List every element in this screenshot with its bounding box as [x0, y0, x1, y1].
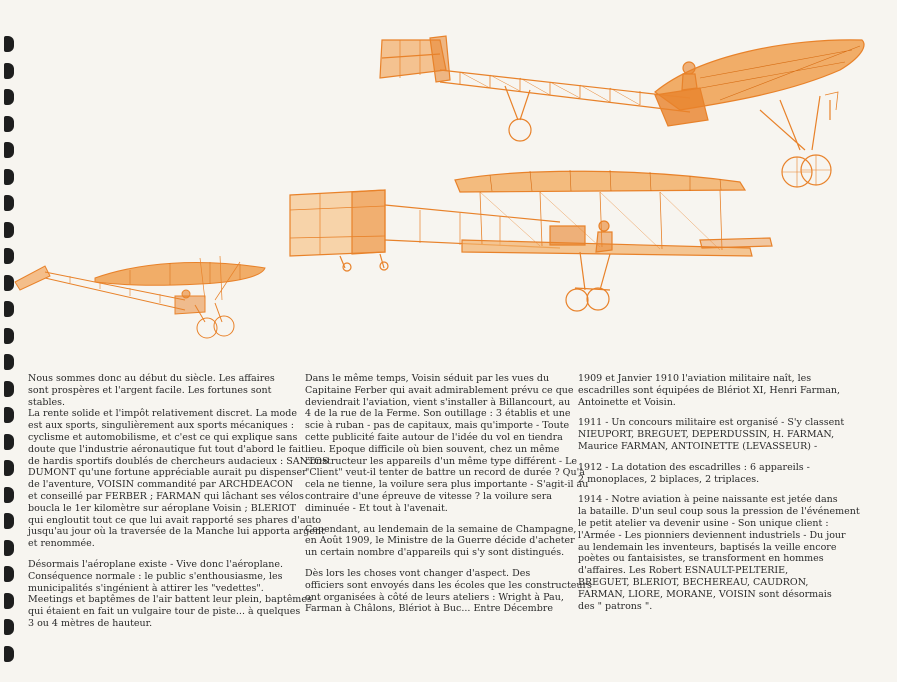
text-line: diminuée - Et tout à l'avenait.	[305, 502, 448, 514]
text-line: qui engloutit tout ce que lui avait rapporté ses phares d'auto	[28, 514, 322, 526]
binding-ring	[4, 619, 14, 635]
text-line: de hardis sportifs doublés de chercheurs audacieux : SANTOS	[28, 455, 329, 467]
binding-ring	[4, 434, 14, 450]
text-line: boucla le 1er kilomètre sur aéroplane Voisin ; BLERIOT	[28, 502, 296, 514]
text-line: Antoinette et Voisin.	[578, 396, 676, 408]
binding-ring	[4, 407, 14, 423]
text-line: doute que l'industrie aéronautique fut tout d'abord le fait	[28, 443, 305, 455]
paragraph-gap	[578, 408, 860, 417]
text-line: FARMAN, LIORE, MORANE, VOISIN sont désormais	[578, 588, 832, 600]
text-line: cette publicité faite autour de l'idée du vol en tiendra	[305, 431, 563, 443]
text-line: 1911 - Un concours militaire est organisé - S'y classent	[578, 417, 845, 429]
text-line: La rente solide et l'impôt relativement discret. La mode	[28, 408, 297, 420]
text-line: Meetings et baptêmes de l'air battent leur plein, baptêmes	[28, 594, 312, 606]
binding-ring	[4, 513, 14, 529]
binding-ring	[4, 487, 14, 503]
text-line: 1914 - Notre aviation à peine naissante est jetée dans	[578, 494, 838, 506]
binding-ring	[4, 593, 14, 609]
text-line: Désormais l'aéroplane existe - Vive donc l'aéroplane.	[28, 558, 284, 570]
binding-ring	[4, 381, 14, 397]
text-line: "Client" veut-il tenter de battre un record de durée ? Qu'à	[305, 467, 585, 479]
text-line: scie à ruban - pas de capitaux, mais qu'importe - Toute	[305, 420, 570, 432]
text-line: stables.	[28, 396, 65, 408]
text-line: de l'aventure, VOISIN commandité par ARCHDEACON	[28, 479, 294, 491]
biplane-illustration	[290, 170, 772, 311]
text-line: est aux sports, singulièrement aux sports mécaniques :	[28, 420, 294, 432]
text-line: DUMONT qu'une fortune appréciable aurait pu dispenser	[28, 467, 307, 479]
text-line: jusqu'au jour où la traversée de la Manche lui apporta argent	[28, 526, 325, 538]
text-line: le petit atelier va devenir usine - Son unique client :	[578, 517, 829, 529]
binding-ring	[4, 460, 14, 476]
text-line: 2 monoplaces, 2 biplaces, 2 triplaces.	[578, 473, 760, 485]
text-line: municipalités s'ingénient à attirer les "vedettes".	[28, 582, 264, 594]
text-line: des " patrons ".	[578, 600, 653, 612]
text-line: cela ne tienne, la voilure sera plus importante - S'agit-il au	[305, 479, 589, 491]
text-line: 4 de la rue de la Ferme. Son outillage : 3 établis et une	[305, 408, 571, 420]
text-line: Nous sommes donc au début du siècle. Les affaires	[28, 373, 275, 384]
text-line: cyclisme et automobilisme, et c'est ce qui explique sans	[28, 431, 298, 443]
text-line: Dès lors les choses vont changer d'aspect. Des	[305, 567, 531, 579]
text-line: deviendrait l'aviation, vient s'installer à Billancourt, au	[305, 396, 571, 408]
binding-ring	[4, 540, 14, 556]
text-line: qui étaient en fait un vulgaire tour de piste... à quelques	[28, 606, 301, 618]
monoplane-small-illustration	[15, 256, 265, 338]
text-line: 1912 - La dotation des escadrilles : 6 appareils -	[578, 461, 810, 473]
text-line: Dans le même temps, Voisin séduit par les vues du	[305, 373, 550, 384]
monoplane-large-illustration	[380, 36, 864, 187]
text-line: en Août 1909, le Ministre de la Guerre décide d'acheter	[305, 535, 575, 547]
paragraph-gap	[578, 485, 860, 494]
text-line: Maurice FARMAN, ANTOINETTE (LEVASSEUR) -	[578, 440, 818, 452]
text-line: d'affaires. Les Robert ESNAULT-PELTERIE,	[578, 565, 789, 577]
text-line: contraire d'une épreuve de vitesse ? la voilure sera	[305, 490, 552, 502]
binding-ring	[4, 646, 14, 662]
column-right	[578, 373, 860, 612]
text-line: Farman à Châlons, Blériot à Buc... Entre Décembre	[305, 603, 553, 615]
column-left	[28, 373, 329, 630]
text-line: un certain nombre d'appareils qui s'y sont distingués.	[305, 547, 565, 559]
text-line: au lendemain les inventeurs, baptisés la veille encore	[578, 541, 837, 553]
text-line: escadrilles sont équipées de Blériot XI, Henri Farman,	[578, 384, 841, 396]
binding-ring	[4, 566, 14, 582]
text-line: 1909 et Janvier 1910 l'aviation militaire naît, les	[578, 373, 812, 384]
text-line: officiers sont envoyés dans les écoles que les constructeurs	[305, 579, 592, 591]
text-line: NIEUPORT, BREGUET, DEPERDUSSIN, H. FARMAN,	[578, 429, 835, 441]
text-line: et renommée.	[28, 538, 95, 550]
paragraph-gap	[305, 515, 592, 524]
text-line: ont organisées à côté de leurs ateliers : Wright à Pau,	[305, 591, 564, 603]
text-line: la bataille. D'un seul coup sous la pression de l'événement	[578, 506, 860, 518]
text-line: l'Armée - Les pionniers deviennent industriels - Du jour	[578, 529, 846, 541]
text-line: et conseillé par FERBER ; FARMAN qui lâchant ses vélos	[28, 490, 304, 502]
paragraph-gap	[578, 453, 860, 462]
text-line: sont prospères et l'argent facile. Les fortunes sont	[28, 384, 272, 396]
text-line: lieu. Epoque difficile où bien souvent, chez un même	[305, 443, 560, 455]
text-line: Capitaine Ferber qui avait admirablement prévu ce que	[305, 384, 574, 396]
paragraph-gap	[305, 559, 592, 568]
text-line: constructeur les appareils d'un même type différent - Le	[305, 455, 578, 467]
paragraph-gap	[28, 550, 329, 559]
text-line: Cependant, au lendemain de la semaine de Champagne,	[305, 523, 577, 535]
text-line: poètes ou fantaisistes, se transforment en hommes	[578, 553, 824, 565]
column-middle	[305, 373, 592, 615]
text-line: Conséquence normale : le public s'enthousiasme, les	[28, 570, 283, 582]
text-line: 3 ou 4 mètres de hauteur.	[28, 617, 153, 629]
text-line: BREGUET, BLERIOT, BECHEREAU, CAUDRON,	[578, 576, 809, 588]
